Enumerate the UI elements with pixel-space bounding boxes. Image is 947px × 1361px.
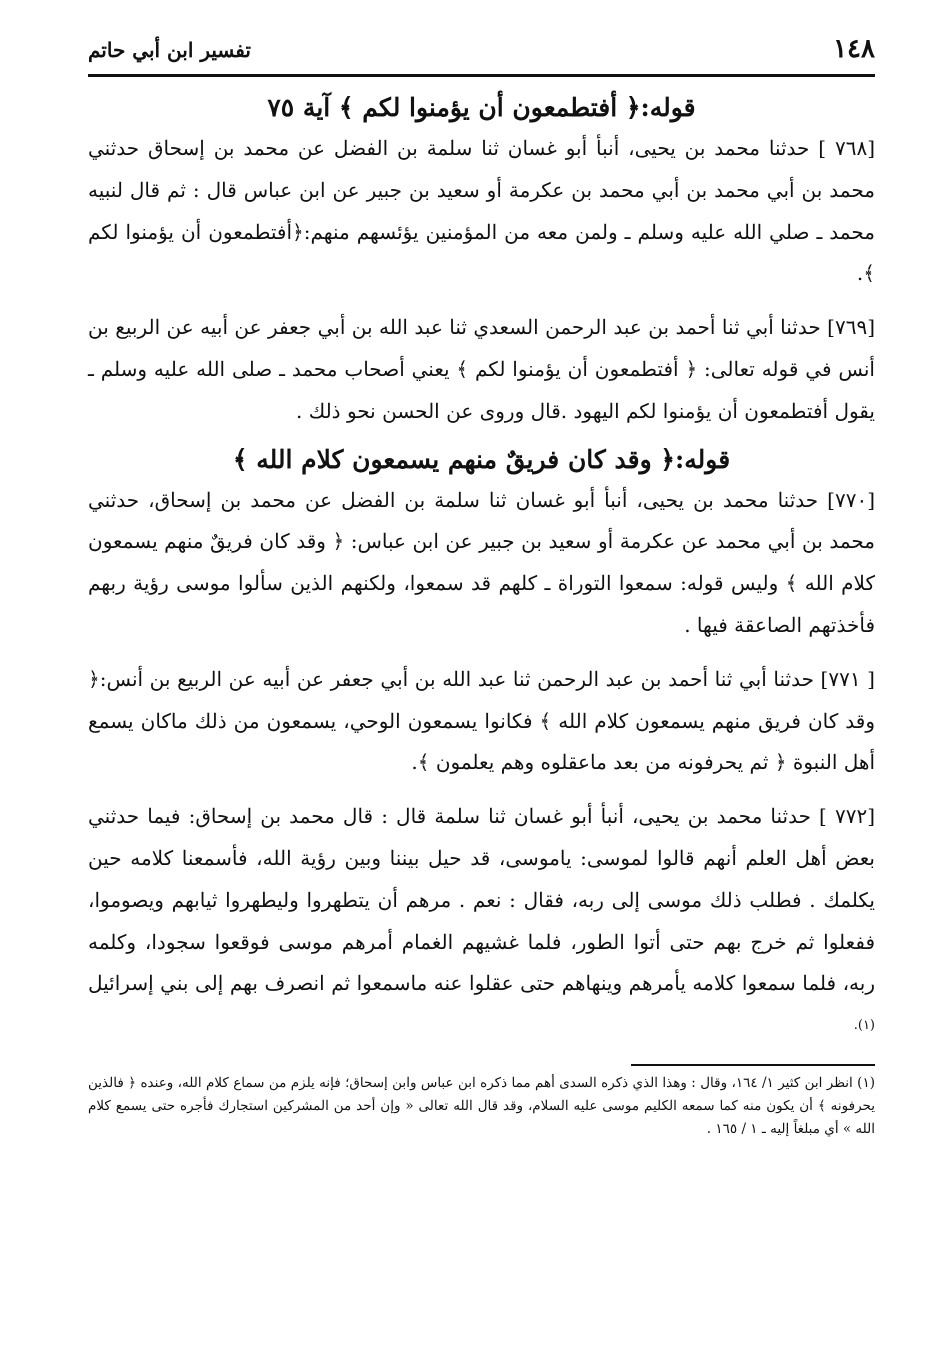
- book-title: تفسير ابن أبي حاتم: [88, 38, 251, 62]
- footnote: (١) انظر ابن كثير ١/ ١٦٤، وقال : وهذا الذي ذكره السدى أهم مما ذكره ابن عباس وابن إسحاق؛ فإنه يلزم من سماع كلام الله، وعنده ﴿ فالذين يحرفونه ﴾ أن يكون منه كما سمعه الكليم موسى عليه السلام، وقد قال الله تعالى « وإن أحد من المشركين استجارك فأجره حتى يسمع كلام الله » أي مبلغاً إليه ـ ١ / ١٦٥ .: [88, 1074, 875, 1137]
- book-page: [88, 28, 875, 1321]
- section-heading-farīq: قوله:﴿ وقد كان فريقٌ منهم يسمعون كلام الله ﴾: [232, 444, 731, 474]
- hadith-entry-768: [٧٦٨ ] حدثنا محمد بن يحيى، أنبأ أبو غسان ثنا سلمة بن الفضل عن محمد بن إسحاق حدثني محمد بن أبي محمد بن أبي محمد بن عكرمة أو سعيد بن جبير عن ابن عباس قال : ثم قال لنبيه محمد ـ صلي الله عليه وسلم ـ ولمن معه من المؤمنين يؤئسهم منهم:﴿أفتطمعون أن يؤمنوا لكم ﴾.: [88, 136, 875, 286]
- hadith-entry-769: [٧٦٩] حدثنا أبي ثنا أحمد بن عبد الرحمن السعدي ثنا عبد الله بن أبي جعفر عن أبيه عن الربيع بن أنس في قوله تعالى: ﴿ أفتطمعون أن يؤمنوا لكم ﴾ يعني أصحاب محمد ـ صلى الله عليه وسلم ـ يقول أفتطمعون أن يؤمنوا لكم اليهود .قال وروى عن الحسن نحو ذلك .: [88, 315, 875, 423]
- footnote-marker: (١).: [853, 1018, 875, 1034]
- hadith-entry-771: [ ٧٧١] حدثنا أبي ثنا أحمد بن عبد الرحمن ثنا عبد الله بن أبي جعفر عن أبيه عن الربيع بن أنس:﴿ وقد كان فريق منهم يسمعون كلام الله ﴾ فكانوا يسمعون الوحي، يسمعون من ذلك ماكان يسمع أهل النبوة ﴿ ثم يحرفونه من بعد ماعقلوه وهم يعلمون ﴾.: [88, 666, 875, 775]
- hadith-entry-770: [٧٧٠] حدثنا محمد بن يحيى، أنبأ أبو غسان ثنا سلمة بن الفضل عن محمد بن إسحاق، حدثني محمد بن أبي محمد عن عكرمة أو سعيد بن جبير عن ابن عباس: ﴿ وقد كان فريقٌ منهم يسمعون كلام الله ﴾ وليس قوله: سمعوا التوراة ـ كلهم قد سمعوا، ولكنهم الذين سألوا موسى رؤية ربهم فأخذتهم الصاعقة فيها .: [88, 487, 875, 637]
- running-header: [88, 28, 875, 77]
- footnote-divider: [631, 1064, 875, 1066]
- hadith-entry-772: [88, 796, 875, 1051]
- hadith-entry-772-text: [٧٧٢ ] حدثنا محمد بن يحيى، أنبأ أبو غسان ثنا سلمة قال : قال محمد بن إسحاق: فيما حدثني بعض أهل العلم أنهم قالوا لموسى: ياموسى، قد حيل بيننا وبين رؤية الله، فأسمعنا كلامه حين يكلمك . فطلب ذلك موسى إلى ربه، فقال : نعم . مرهم أن يتطهروا وليطهروا ثيابهم ويصوموا، ففعلوا ثم خرج بهم حتى أتوا الطور، فلما غشيهم الغمام أمرهم موسى فوقعوا سجودا، وكلمه ربه، فلما سمعوا كلامه يأمرهم وينهاهم حتى عقلوا عنه ماسمعوا ثم انصرف بهم إلى بني إسرائيل: [88, 804, 875, 996]
- page-number: ١٤٨: [833, 34, 875, 64]
- section-heading-ayah-75: قوله:﴿ أفتطمعون أن يؤمنوا لكم ﴾ آية ٧٥: [267, 93, 696, 122]
